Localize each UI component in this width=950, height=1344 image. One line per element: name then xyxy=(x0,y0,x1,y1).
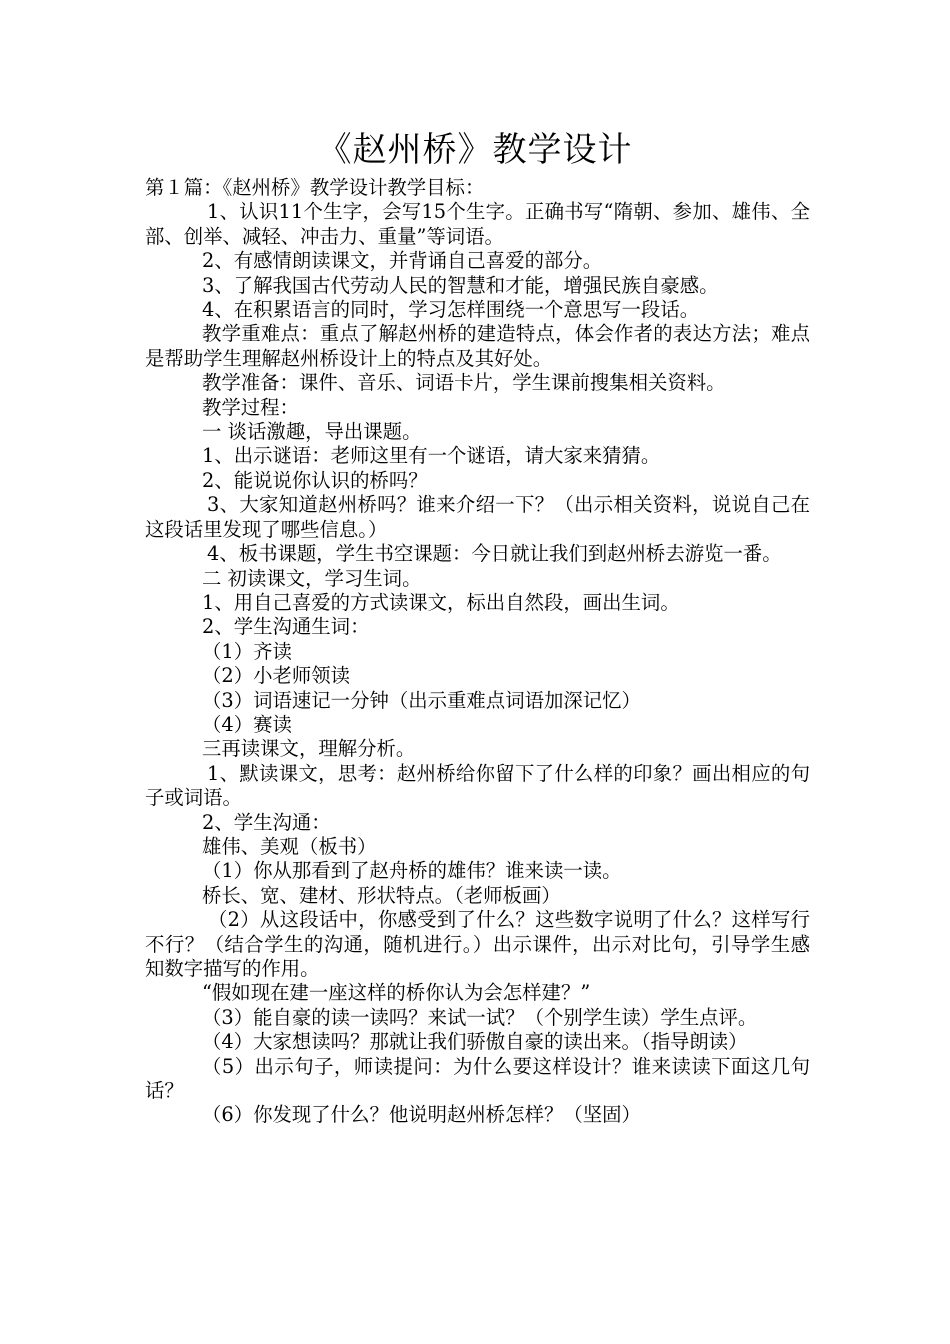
paragraph: 4、板书课题，学生书空课题：今日就让我们到赵州桥去游览一番。 xyxy=(207,542,782,566)
paragraph: 1、出示谜语：老师这里有一个谜语，请大家来猜猜。 xyxy=(202,444,661,468)
paragraph: 二 初读课文，学习生词。 xyxy=(202,566,422,590)
paragraph: 2、有感情朗读课文，并背诵自己喜爱的部分。 xyxy=(202,249,603,273)
paragraph: 4、在积累语言的同时，学习怎样围绕一个意思写一段话。 xyxy=(202,298,700,322)
paragraph: 教学重难点：重点了解赵州桥的建造特点，体会作者的表达方法；难点是帮助学生理解赵州桥设计上的特点及其好处。 xyxy=(145,322,810,370)
paragraph: （4）赛读 xyxy=(202,712,292,736)
paragraph: （2）从这段话中，你感受到了什么？这些数字说明了什么？这样写行不行？（结合学生的沟通，随机进行。）出示课件，出示对比句，引导学生感知数字描写的作用。 xyxy=(145,908,810,980)
paragraph: （4）大家想读吗？那就让我们骄傲自豪的读出来。（指导朗读） xyxy=(202,1030,748,1054)
paragraph: 三再读课文，理解分析。 xyxy=(202,737,416,761)
paragraph: 雄伟、美观（板书） xyxy=(202,834,377,858)
paragraph: 第１篇：《赵州桥》教学设计教学目标： xyxy=(145,176,485,199)
paragraph: “假如现在建一座这样的桥你认为会怎样建？” xyxy=(202,981,591,1005)
paragraph: 2、学生沟通生词： xyxy=(202,615,370,639)
paragraph: （3）词语速记一分钟（出示重难点词语加深记忆） xyxy=(202,688,641,712)
paragraph: （6）你发现了什么？他说明赵州桥怎样？（坚固） xyxy=(202,1103,641,1127)
paragraph: 一 谈话激趣，导出课题。 xyxy=(202,420,422,444)
paragraph: （5）出示句子，师读提问：为什么要这样设计？谁来读读下面这几句话？ xyxy=(145,1054,810,1103)
document-title: 《赵州桥》教学设计 xyxy=(317,130,633,170)
paragraph: （1）齐读 xyxy=(202,639,292,663)
paragraph: 1、默读课文，思考：赵州桥给你留下了什么样的印象？画出相应的句子或词语。 xyxy=(145,761,810,810)
paragraph: 桥长、宽、建材、形状特点。（老师板画） xyxy=(202,883,561,907)
document-body xyxy=(145,176,810,1128)
paragraph: 2、学生沟通： xyxy=(202,810,331,834)
paragraph: 3、大家知道赵州桥吗？谁来介绍一下？（出示相关资料，说说自己在这段话里发现了哪些信息。） xyxy=(145,493,810,541)
paragraph: 1、认识11个生字，会写15个生字。正确书写“隋朝、参加、雄伟、全部、创举、减轻、冲击力、重量”等词语。 xyxy=(145,200,810,248)
paragraph: （3）能自豪的读一读吗？来试一试？（个别学生读）学生点评。 xyxy=(202,1005,758,1029)
paragraph: 3、了解我国古代劳动人民的智慧和才能，增强民族自豪感。 xyxy=(202,273,719,297)
paragraph: （2）小老师领读 xyxy=(202,664,351,688)
paragraph: 教学过程： xyxy=(202,395,299,419)
paragraph: 2、能说说你认识的桥吗？ xyxy=(202,468,428,492)
paragraph: 教学准备：课件、音乐、词语卡片，学生课前搜集相关资料。 xyxy=(202,371,726,395)
paragraph: （1）你从那看到了赵舟桥的雄伟？谁来读一读。 xyxy=(202,859,622,883)
paragraph: 1、用自己喜爱的方式读课文，标出自然段，画出生词。 xyxy=(202,590,680,614)
